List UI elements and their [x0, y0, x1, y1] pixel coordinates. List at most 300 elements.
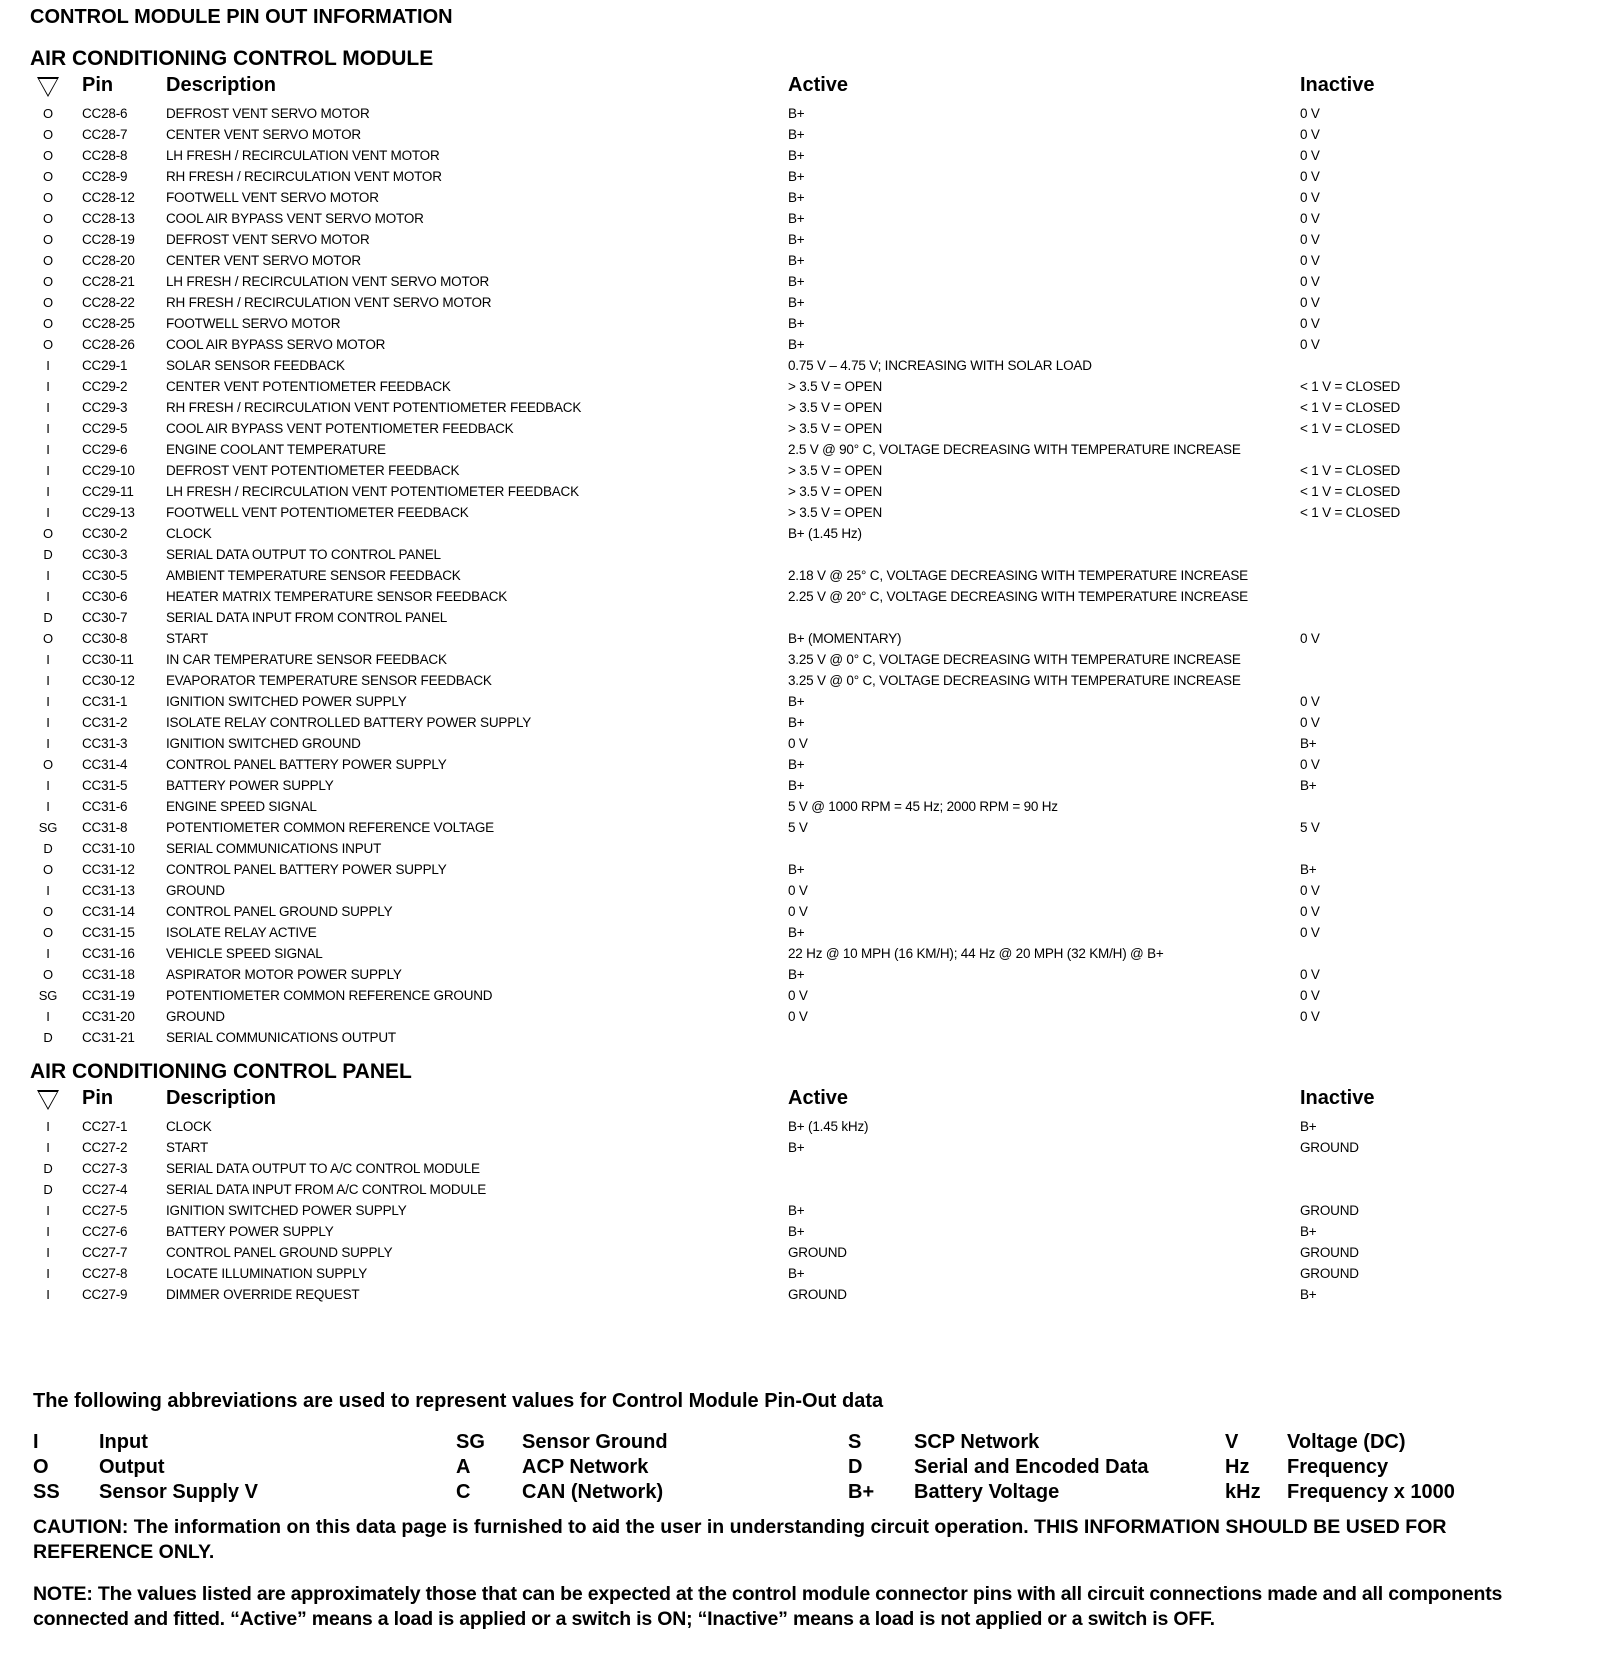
pin-type: I [46, 799, 50, 814]
pin-description: SERIAL COMMUNICATIONS INPUT [166, 841, 382, 856]
panel-section-title: AIR CONDITIONING CONTROL PANEL [30, 1060, 412, 1083]
abbreviation-item [848, 1480, 1218, 1505]
abbreviation-meaning: Sensor Supply V [99, 1481, 258, 1503]
abbreviations-legend [0, 1430, 1600, 1505]
pin-type: I [46, 883, 50, 898]
pin-description: DEFROST VENT POTENTIOMETER FEEDBACK [166, 463, 460, 478]
table-row [30, 712, 1570, 733]
pin-id: CC30-5 [82, 568, 128, 583]
pin-type: O [43, 295, 53, 310]
pin-type: I [46, 400, 50, 415]
pin-type: I [46, 1287, 50, 1302]
pin-type: I [46, 358, 50, 373]
inactive-value: GROUND [1300, 1266, 1359, 1281]
pin-type: SG [38, 820, 58, 835]
pin-type: I [46, 1140, 50, 1155]
active-value: > 3.5 V = OPEN [788, 484, 883, 499]
module-section [30, 44, 1570, 1048]
abbreviation-item [33, 1455, 403, 1480]
pin-id: CC29-13 [82, 505, 135, 520]
pin-id: CC29-2 [82, 379, 128, 394]
pin-id: CC28-13 [82, 211, 135, 226]
inactive-value: B+ [1300, 778, 1317, 793]
table-row [30, 124, 1570, 145]
active-value: B+ [788, 1140, 805, 1155]
abbreviation-meaning: Voltage (DC) [1287, 1431, 1406, 1453]
table-row [30, 1263, 1570, 1284]
table-row [30, 271, 1570, 292]
table-row [30, 1200, 1570, 1221]
abbreviation-key: B+ [848, 1481, 875, 1503]
active-value: B+ [788, 715, 805, 730]
active-value: B+ [788, 337, 805, 352]
pin-description: LH FRESH / RECIRCULATION VENT SERVO MOTOR [166, 274, 490, 289]
abbreviation-meaning: CAN (Network) [522, 1481, 664, 1503]
active-value: > 3.5 V = OPEN [788, 421, 883, 436]
active-value: B+ [788, 316, 805, 331]
panel-section [30, 1057, 1570, 1305]
table-row [30, 292, 1570, 313]
pin-type: O [43, 757, 53, 772]
abbreviation-meaning: Serial and Encoded Data [914, 1456, 1149, 1478]
active-value: 3.25 V @ 0° C, VOLTAGE DECREASING WITH TEMPERATURE INCREASE [788, 652, 1241, 667]
pin-description: RH FRESH / RECIRCULATION VENT POTENTIOMETER FEEDBACK [166, 400, 582, 415]
active-value: > 3.5 V = OPEN [788, 400, 883, 415]
active-column-header: Active [788, 74, 849, 96]
abbreviation-meaning: Output [99, 1456, 165, 1478]
active-value: 2.5 V @ 90° C, VOLTAGE DECREASING WITH TEMPERATURE INCREASE [788, 442, 1241, 457]
table-row [30, 586, 1570, 607]
caution-text: CAUTION: The information on this data page is furnished to aid the user in understanding circuit operation. THIS INFORMATION SHOULD BE USED FOR REFERENCE ONLY. [33, 1516, 1447, 1563]
table-row [30, 775, 1570, 796]
pin-description: FOOTWELL VENT POTENTIOMETER FEEDBACK [166, 505, 469, 520]
pin-description: HEATER MATRIX TEMPERATURE SENSOR FEEDBACK [166, 589, 508, 604]
pin-id: CC31-14 [82, 904, 135, 919]
pin-type: I [46, 778, 50, 793]
inactive-value: GROUND [1300, 1245, 1359, 1260]
pin-id: CC28-7 [82, 127, 128, 142]
abbreviation-key: A [456, 1456, 471, 1478]
inactive-value: 0 V [1300, 967, 1320, 982]
active-value: > 3.5 V = OPEN [788, 463, 883, 478]
table-row [30, 859, 1570, 880]
table-row [30, 187, 1570, 208]
pin-id: CC29-3 [82, 400, 128, 415]
panel-pin-table [30, 1116, 1570, 1305]
active-value: 0 V [788, 1009, 808, 1024]
pin-id: CC31-19 [82, 988, 135, 1003]
active-value: B+ [788, 127, 805, 142]
pin-type: D [43, 1030, 53, 1045]
pin-type: I [46, 1224, 50, 1239]
pin-type: I [46, 568, 50, 583]
module-section-title: AIR CONDITIONING CONTROL MODULE [30, 47, 434, 70]
table-row [30, 922, 1570, 943]
pin-description: SERIAL DATA INPUT FROM A/C CONTROL MODULE [166, 1182, 487, 1197]
active-value: B+ [788, 274, 805, 289]
pin-type: O [43, 316, 53, 331]
abbreviation-item [456, 1480, 826, 1505]
pin-id: CC28-12 [82, 190, 135, 205]
pin-type: O [43, 925, 53, 940]
pin-description: CONTROL PANEL BATTERY POWER SUPPLY [166, 862, 447, 877]
pin-id: CC28-22 [82, 295, 135, 310]
active-value: GROUND [788, 1287, 847, 1302]
page-title: CONTROL MODULE PIN OUT INFORMATION [30, 6, 453, 28]
abbreviation-key: I [33, 1431, 39, 1453]
pin-description: COOL AIR BYPASS VENT SERVO MOTOR [166, 211, 424, 226]
active-value: B+ (MOMENTARY) [788, 631, 902, 646]
pin-description: IGNITION SWITCHED GROUND [166, 736, 361, 751]
pin-type: D [43, 1161, 53, 1176]
pin-description: ISOLATE RELAY CONTROLLED BATTERY POWER SUPPLY [166, 715, 532, 730]
abbreviation-meaning: ACP Network [522, 1456, 649, 1478]
pin-id: CC30-12 [82, 673, 135, 688]
table-row [30, 355, 1570, 376]
inactive-value: 0 V [1300, 694, 1320, 709]
table-row [30, 1179, 1570, 1200]
table-row [30, 544, 1570, 565]
inactive-value: 0 V [1300, 253, 1320, 268]
pin-description: CONTROL PANEL GROUND SUPPLY [166, 904, 393, 919]
table-row [30, 334, 1570, 355]
pin-id: CC28-19 [82, 232, 135, 247]
abbreviation-item [1225, 1455, 1585, 1480]
pin-id: CC28-26 [82, 337, 135, 352]
inactive-value: 0 V [1300, 211, 1320, 226]
pin-description: LOCATE ILLUMINATION SUPPLY [166, 1266, 368, 1281]
active-value: 22 Hz @ 10 MPH (16 KM/H); 44 Hz @ 20 MPH (32 KM/H) @ B+ [788, 946, 1164, 961]
pin-type: O [43, 169, 53, 184]
table-row [30, 376, 1570, 397]
inactive-value: < 1 V = CLOSED [1300, 379, 1400, 394]
pin-description: COOL AIR BYPASS VENT POTENTIOMETER FEEDBACK [166, 421, 514, 436]
pin-type: I [46, 463, 50, 478]
pin-description: RH FRESH / RECIRCULATION VENT MOTOR [166, 169, 442, 184]
pin-id: CC28-8 [82, 148, 128, 163]
pin-type: O [43, 190, 53, 205]
inactive-value: B+ [1300, 1119, 1317, 1134]
abbreviation-column [33, 1430, 403, 1505]
table-row [30, 250, 1570, 271]
pin-type: D [43, 841, 53, 856]
pin-description: SERIAL COMMUNICATIONS OUTPUT [166, 1030, 396, 1045]
table-row [30, 985, 1570, 1006]
down-triangle-icon [30, 74, 66, 100]
pin-description: SERIAL DATA OUTPUT TO A/C CONTROL MODULE [166, 1161, 480, 1176]
table-row [30, 1116, 1570, 1137]
inactive-value: 5 V [1300, 820, 1320, 835]
panel-table-header [30, 1087, 1570, 1116]
table-row [30, 1242, 1570, 1263]
inactive-value: B+ [1300, 736, 1317, 751]
pin-id: CC31-20 [82, 1009, 135, 1024]
table-row [30, 649, 1570, 670]
pin-description: GROUND [166, 1009, 225, 1024]
pin-id: CC29-11 [82, 484, 134, 499]
active-value: B+ [788, 211, 805, 226]
pin-id: CC28-9 [82, 169, 128, 184]
pin-type: I [46, 1203, 50, 1218]
inactive-column-header: Inactive [1300, 1087, 1375, 1109]
pin-id: CC31-21 [82, 1030, 135, 1045]
inactive-value: 0 V [1300, 337, 1320, 352]
pin-description: CENTER VENT SERVO MOTOR [166, 253, 361, 268]
abbreviation-meaning: Frequency x 1000 [1287, 1481, 1455, 1503]
pin-id: CC28-21 [82, 274, 135, 289]
pin-id: CC27-3 [82, 1161, 128, 1176]
active-value: 3.25 V @ 0° C, VOLTAGE DECREASING WITH TEMPERATURE INCREASE [788, 673, 1241, 688]
pin-type: I [46, 379, 50, 394]
pin-id: CC31-15 [82, 925, 135, 940]
pin-id: CC31-8 [82, 820, 128, 835]
pin-type: I [46, 505, 50, 520]
active-value: B+ [788, 253, 805, 268]
table-row [30, 670, 1570, 691]
table-row [30, 733, 1570, 754]
pin-description: CLOCK [166, 526, 212, 541]
pin-column-header: Pin [82, 1087, 114, 1109]
pin-type: I [46, 715, 50, 730]
inactive-value: B+ [1300, 1287, 1317, 1302]
abbreviation-column [848, 1430, 1218, 1505]
table-row [30, 481, 1570, 502]
module-table-header [30, 74, 1570, 103]
active-value: 2.18 V @ 25° C, VOLTAGE DECREASING WITH TEMPERATURE INCREASE [788, 568, 1248, 583]
abbreviation-item [33, 1480, 403, 1505]
pin-id: CC27-9 [82, 1287, 128, 1302]
table-row [30, 691, 1570, 712]
pin-type: D [43, 1182, 53, 1197]
pin-type: O [43, 631, 53, 646]
pin-id: CC28-25 [82, 316, 135, 331]
table-row [30, 838, 1570, 859]
pin-type: O [43, 127, 53, 142]
pin-id: CC31-6 [82, 799, 128, 814]
pin-description: CENTER VENT POTENTIOMETER FEEDBACK [166, 379, 451, 394]
pin-description: CONTROL PANEL GROUND SUPPLY [166, 1245, 393, 1260]
abbreviation-meaning: Input [99, 1431, 148, 1453]
table-row [30, 166, 1570, 187]
pin-description: START [166, 631, 209, 646]
pin-type: I [46, 1245, 50, 1260]
pin-id: CC31-3 [82, 736, 128, 751]
abbreviation-key: D [848, 1456, 863, 1478]
pin-id: CC27-4 [82, 1182, 128, 1197]
active-value: B+ [788, 967, 805, 982]
active-value: B+ [788, 232, 805, 247]
active-value: 0 V [788, 988, 808, 1003]
abbreviation-item [33, 1430, 403, 1455]
abbreviation-key: O [33, 1456, 49, 1478]
pin-type: D [43, 610, 53, 625]
pin-type: O [43, 253, 53, 268]
inactive-value: B+ [1300, 862, 1317, 877]
pin-id: CC30-7 [82, 610, 128, 625]
pin-id: CC29-10 [82, 463, 135, 478]
pin-type: O [43, 148, 53, 163]
table-row [30, 502, 1570, 523]
inactive-value: 0 V [1300, 190, 1320, 205]
table-row [30, 313, 1570, 334]
abbreviation-key: SS [33, 1481, 60, 1503]
pin-type: O [43, 904, 53, 919]
active-value: B+ [788, 169, 805, 184]
table-row [30, 418, 1570, 439]
pin-id: CC29-6 [82, 442, 128, 457]
pin-description: IGNITION SWITCHED POWER SUPPLY [166, 694, 407, 709]
pin-type: O [43, 862, 53, 877]
active-value: B+ [788, 1224, 805, 1239]
inactive-value: 0 V [1300, 757, 1320, 772]
pin-description: LH FRESH / RECIRCULATION VENT MOTOR [166, 148, 440, 163]
active-value: B+ [788, 925, 805, 940]
inactive-value: 0 V [1300, 148, 1320, 163]
inactive-value: < 1 V = CLOSED [1300, 463, 1400, 478]
pin-description: FOOTWELL SERVO MOTOR [166, 316, 341, 331]
inactive-value: < 1 V = CLOSED [1300, 484, 1400, 499]
pin-type: I [46, 736, 50, 751]
pin-type: I [46, 1009, 50, 1024]
note-text: NOTE: The values listed are approximately those that can be expected at the control module connector pins with all circuit connections made and all components connected and fitted. “Active” means a load is applied or a switch is ON; “Inactive” means a load is not applied or a switch is OFF. [33, 1583, 1503, 1630]
abbreviation-key: SG [456, 1431, 485, 1453]
table-row [30, 565, 1570, 586]
pin-description: DIMMER OVERRIDE REQUEST [166, 1287, 360, 1302]
pin-type: I [46, 1119, 50, 1134]
pin-description: GROUND [166, 883, 225, 898]
table-row [30, 460, 1570, 481]
pin-id: CC28-6 [82, 106, 128, 121]
pin-id: CC30-6 [82, 589, 128, 604]
inactive-value: < 1 V = CLOSED [1300, 421, 1400, 436]
table-row [30, 208, 1570, 229]
abbreviation-meaning: SCP Network [914, 1431, 1040, 1453]
abbreviation-item [848, 1430, 1218, 1455]
pin-description: IN CAR TEMPERATURE SENSOR FEEDBACK [166, 652, 447, 667]
table-row [30, 817, 1570, 838]
active-value: B+ [788, 106, 805, 121]
module-pin-table [30, 103, 1570, 1048]
active-value: B+ [788, 757, 805, 772]
pin-description: IGNITION SWITCHED POWER SUPPLY [166, 1203, 407, 1218]
active-value: 0 V [788, 883, 808, 898]
pin-description: SERIAL DATA INPUT FROM CONTROL PANEL [166, 610, 448, 625]
pin-id: CC30-3 [82, 547, 128, 562]
inactive-value: < 1 V = CLOSED [1300, 505, 1400, 520]
inactive-value: 0 V [1300, 883, 1320, 898]
abbreviation-column [456, 1430, 826, 1505]
pin-description: ASPIRATOR MOTOR POWER SUPPLY [166, 967, 402, 982]
abbreviation-item [1225, 1480, 1585, 1505]
pin-description: EVAPORATOR TEMPERATURE SENSOR FEEDBACK [166, 673, 492, 688]
active-value: GROUND [788, 1245, 847, 1260]
pin-type: I [46, 589, 50, 604]
table-row [30, 1006, 1570, 1027]
pin-type: I [46, 484, 50, 499]
pin-description: AMBIENT TEMPERATURE SENSOR FEEDBACK [166, 568, 461, 583]
pin-description: CENTER VENT SERVO MOTOR [166, 127, 361, 142]
active-value: B+ (1.45 Hz) [788, 526, 862, 541]
pin-id: CC31-2 [82, 715, 128, 730]
table-row [30, 523, 1570, 544]
table-row [30, 145, 1570, 166]
down-triangle-icon [30, 1087, 66, 1113]
active-value: > 3.5 V = OPEN [788, 379, 883, 394]
abbreviation-meaning: Sensor Ground [522, 1431, 668, 1453]
abbreviation-item [848, 1455, 1218, 1480]
pin-id: CC29-1 [82, 358, 128, 373]
active-value: B+ [788, 148, 805, 163]
table-row [30, 880, 1570, 901]
table-row [30, 1137, 1570, 1158]
description-column-header: Description [166, 1087, 277, 1109]
inactive-value: 0 V [1300, 631, 1320, 646]
pin-id: CC31-16 [82, 946, 135, 961]
table-row [30, 796, 1570, 817]
pin-description: BATTERY POWER SUPPLY [166, 1224, 334, 1239]
pin-id: CC31-13 [82, 883, 135, 898]
pin-type: O [43, 232, 53, 247]
table-row [30, 754, 1570, 775]
active-value: B+ [788, 295, 805, 310]
active-value: B+ [788, 1203, 805, 1218]
pin-id: CC31-12 [82, 862, 135, 877]
inactive-value: 0 V [1300, 232, 1320, 247]
pin-type: I [46, 421, 50, 436]
pin-type: I [46, 442, 50, 457]
pin-description: ENGINE COOLANT TEMPERATURE [166, 442, 386, 457]
pin-description: SERIAL DATA OUTPUT TO CONTROL PANEL [166, 547, 441, 562]
pin-id: CC31-18 [82, 967, 135, 982]
pin-description: CONTROL PANEL BATTERY POWER SUPPLY [166, 757, 447, 772]
pin-type: SG [38, 988, 58, 1003]
pin-type: I [46, 1266, 50, 1281]
pin-type: I [46, 694, 50, 709]
active-value: 5 V [788, 820, 808, 835]
active-value: 5 V @ 1000 RPM = 45 Hz; 2000 RPM = 90 Hz [788, 799, 1058, 814]
table-row [30, 229, 1570, 250]
table-row [30, 439, 1570, 460]
pin-type: O [43, 211, 53, 226]
abbreviation-key: V [1225, 1431, 1239, 1453]
table-row [30, 1221, 1570, 1242]
pin-description: SOLAR SENSOR FEEDBACK [166, 358, 345, 373]
pin-description: ENGINE SPEED SIGNAL [166, 799, 317, 814]
abbreviation-item [456, 1430, 826, 1455]
table-row [30, 1284, 1570, 1305]
table-row [30, 943, 1570, 964]
inactive-value: 0 V [1300, 127, 1320, 142]
pin-type: O [43, 106, 53, 121]
active-value: > 3.5 V = OPEN [788, 505, 883, 520]
pin-id: CC27-2 [82, 1140, 128, 1155]
abbreviation-item [1225, 1430, 1585, 1455]
active-value: 2.25 V @ 20° C, VOLTAGE DECREASING WITH TEMPERATURE INCREASE [788, 589, 1248, 604]
active-value: 0 V [788, 904, 808, 919]
pin-type: O [43, 274, 53, 289]
inactive-value: 0 V [1300, 904, 1320, 919]
abbreviation-item [456, 1455, 826, 1480]
table-row [30, 964, 1570, 985]
abbreviation-meaning: Battery Voltage [914, 1481, 1060, 1503]
pin-type: I [46, 946, 50, 961]
inactive-value: 0 V [1300, 1009, 1320, 1024]
inactive-value: 0 V [1300, 925, 1320, 940]
pin-id: CC27-8 [82, 1266, 128, 1281]
inactive-value: 0 V [1300, 988, 1320, 1003]
pin-id: CC31-10 [82, 841, 135, 856]
pin-type: O [43, 337, 53, 352]
